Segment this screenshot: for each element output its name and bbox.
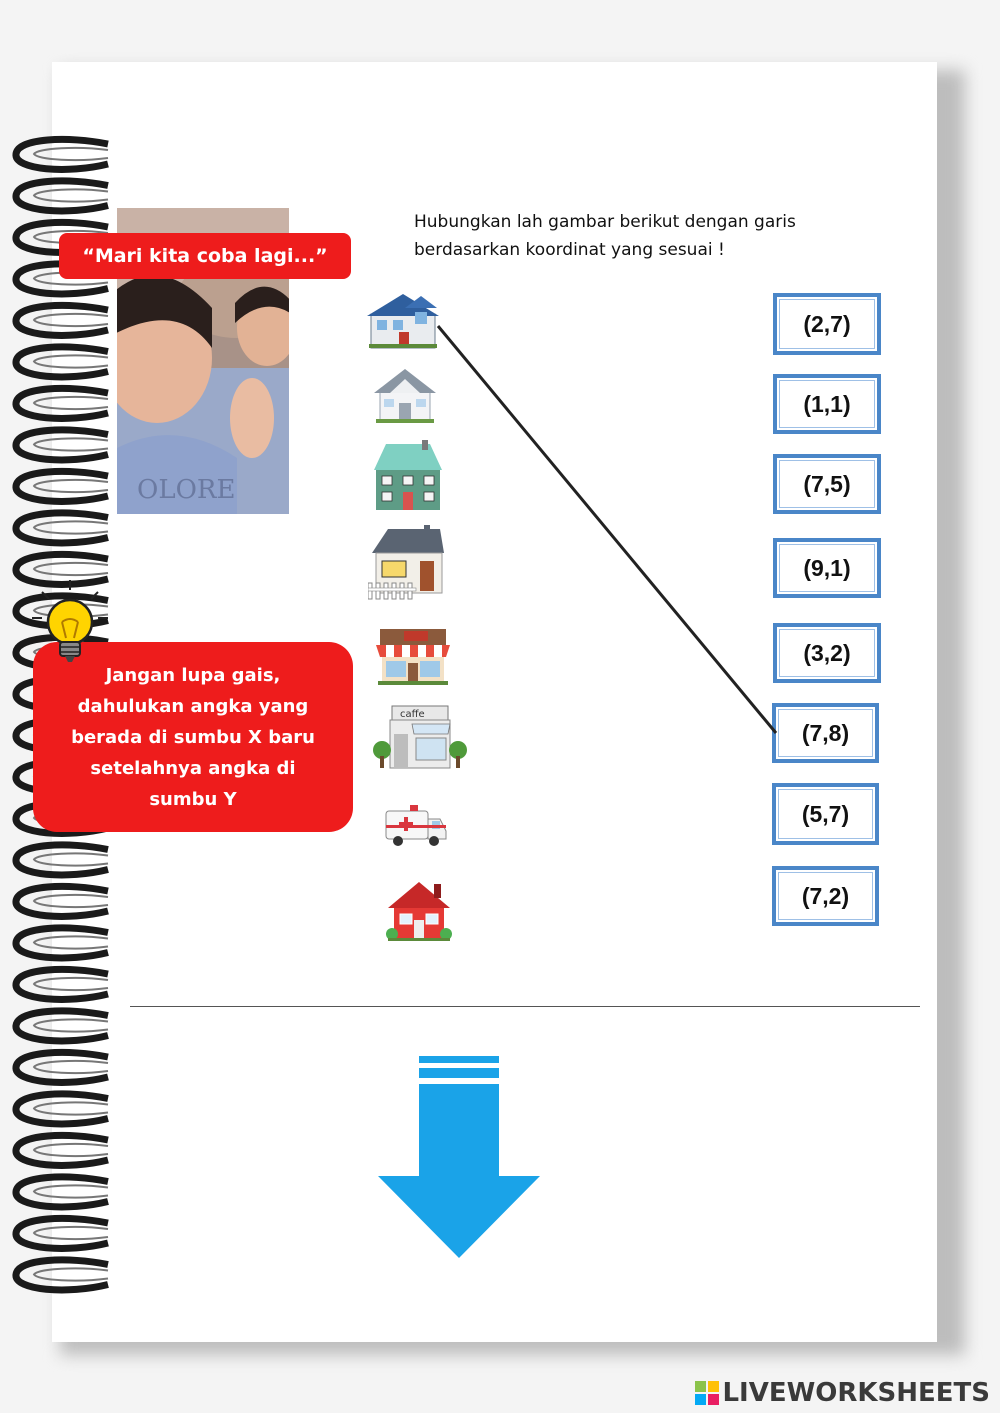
spiral-ring-highlight xyxy=(34,397,108,409)
tip-line: berada di sumbu X baru xyxy=(71,726,315,748)
spiral-ring xyxy=(16,1052,108,1082)
section-divider xyxy=(130,1006,920,1007)
instruction-text xyxy=(414,208,854,264)
spiral-ring xyxy=(16,305,108,335)
spiral-ring-highlight xyxy=(34,1102,108,1114)
spiral-ring-highlight xyxy=(34,148,108,160)
tip-line: sumbu Y xyxy=(149,788,237,810)
spiral-ring xyxy=(16,181,108,211)
spiral-ring-highlight xyxy=(34,314,108,326)
spiral-ring xyxy=(16,928,108,958)
tip-line: dahulukan angka yang xyxy=(77,695,309,717)
spiral-ring xyxy=(16,139,108,169)
coordinate-box-7-5[interactable]: (7,5) xyxy=(773,454,881,514)
spiral-ring xyxy=(16,886,108,916)
spiral-ring xyxy=(16,513,108,543)
spiral-ring xyxy=(16,471,108,501)
spiral-ring-highlight xyxy=(34,521,108,533)
spiral-ring xyxy=(16,1094,108,1124)
svg-text:caffe: caffe xyxy=(400,709,425,720)
liveworksheets-logo-icon xyxy=(695,1381,719,1405)
spiral-ring-highlight xyxy=(34,978,108,990)
spiral-ring-highlight xyxy=(34,1144,108,1156)
spiral-ring xyxy=(16,1011,108,1041)
spiral-ring-highlight xyxy=(34,355,108,367)
coordinate-box-7-2[interactable]: (7,2) xyxy=(772,866,879,926)
instruction-line-2: berdasarkan koordinat yang sesuai ! xyxy=(414,240,725,260)
coordinate-box-1-1[interactable]: (1,1) xyxy=(773,374,881,434)
spiral-ring-highlight xyxy=(34,189,108,201)
house-with-fence-icon[interactable] xyxy=(368,525,446,601)
spiral-ring-highlight xyxy=(34,936,108,948)
cafe-shop-icon[interactable] xyxy=(374,625,452,687)
tip-line: setelahnya angka di xyxy=(90,757,296,779)
down-arrow-icon[interactable] xyxy=(378,1056,540,1261)
spiral-ring-highlight xyxy=(34,1268,108,1280)
spiral-ring xyxy=(16,430,108,460)
brand-name: LIVEWORKSHEETS xyxy=(722,1378,990,1408)
spiral-ring xyxy=(16,388,108,418)
ambulance-icon[interactable] xyxy=(384,805,448,849)
spiral-ring-highlight xyxy=(34,1227,108,1239)
coordinate-box-9-1[interactable]: (9,1) xyxy=(773,538,881,598)
spiral-ring xyxy=(16,969,108,999)
green-house-icon[interactable] xyxy=(372,440,444,512)
spiral-ring-highlight xyxy=(34,438,108,450)
spiral-ring xyxy=(16,1260,108,1290)
spiral-ring xyxy=(16,845,108,875)
caffe-store-icon[interactable] xyxy=(372,700,467,772)
red-house-icon[interactable] xyxy=(386,880,452,942)
spiral-ring-highlight xyxy=(34,563,108,575)
small-house-icon[interactable] xyxy=(372,365,438,425)
lightbulb-icon xyxy=(30,578,110,678)
coordinate-box-3-2[interactable]: (3,2) xyxy=(773,623,881,683)
spiral-ring-highlight xyxy=(34,1185,108,1197)
tip-line: Jangan lupa gais, xyxy=(105,664,281,686)
spiral-ring-highlight xyxy=(34,1019,108,1031)
spiral-ring xyxy=(16,1218,108,1248)
svg-text:OLORE: OLORE xyxy=(137,475,236,505)
coordinate-box-7-8[interactable]: (7,8) xyxy=(772,703,879,763)
quote-banner: “Mari kita coba lagi...” xyxy=(59,233,351,279)
coordinate-box-5-7[interactable]: (5,7) xyxy=(772,783,879,845)
spiral-ring xyxy=(16,1177,108,1207)
spiral-ring xyxy=(16,1135,108,1165)
spiral-ring xyxy=(16,347,108,377)
spiral-ring-highlight xyxy=(34,1061,108,1073)
blue-roof-house-icon[interactable] xyxy=(365,290,441,350)
coordinate-box-2-7[interactable]: (2,7) xyxy=(773,293,881,355)
instruction-line-1: Hubungkan lah gambar berikut dengan garis xyxy=(414,212,796,232)
spiral-ring-highlight xyxy=(34,480,108,492)
spiral-ring-highlight xyxy=(34,895,108,907)
brand-logo[interactable] xyxy=(695,1378,990,1408)
spiral-ring-highlight xyxy=(34,853,108,865)
